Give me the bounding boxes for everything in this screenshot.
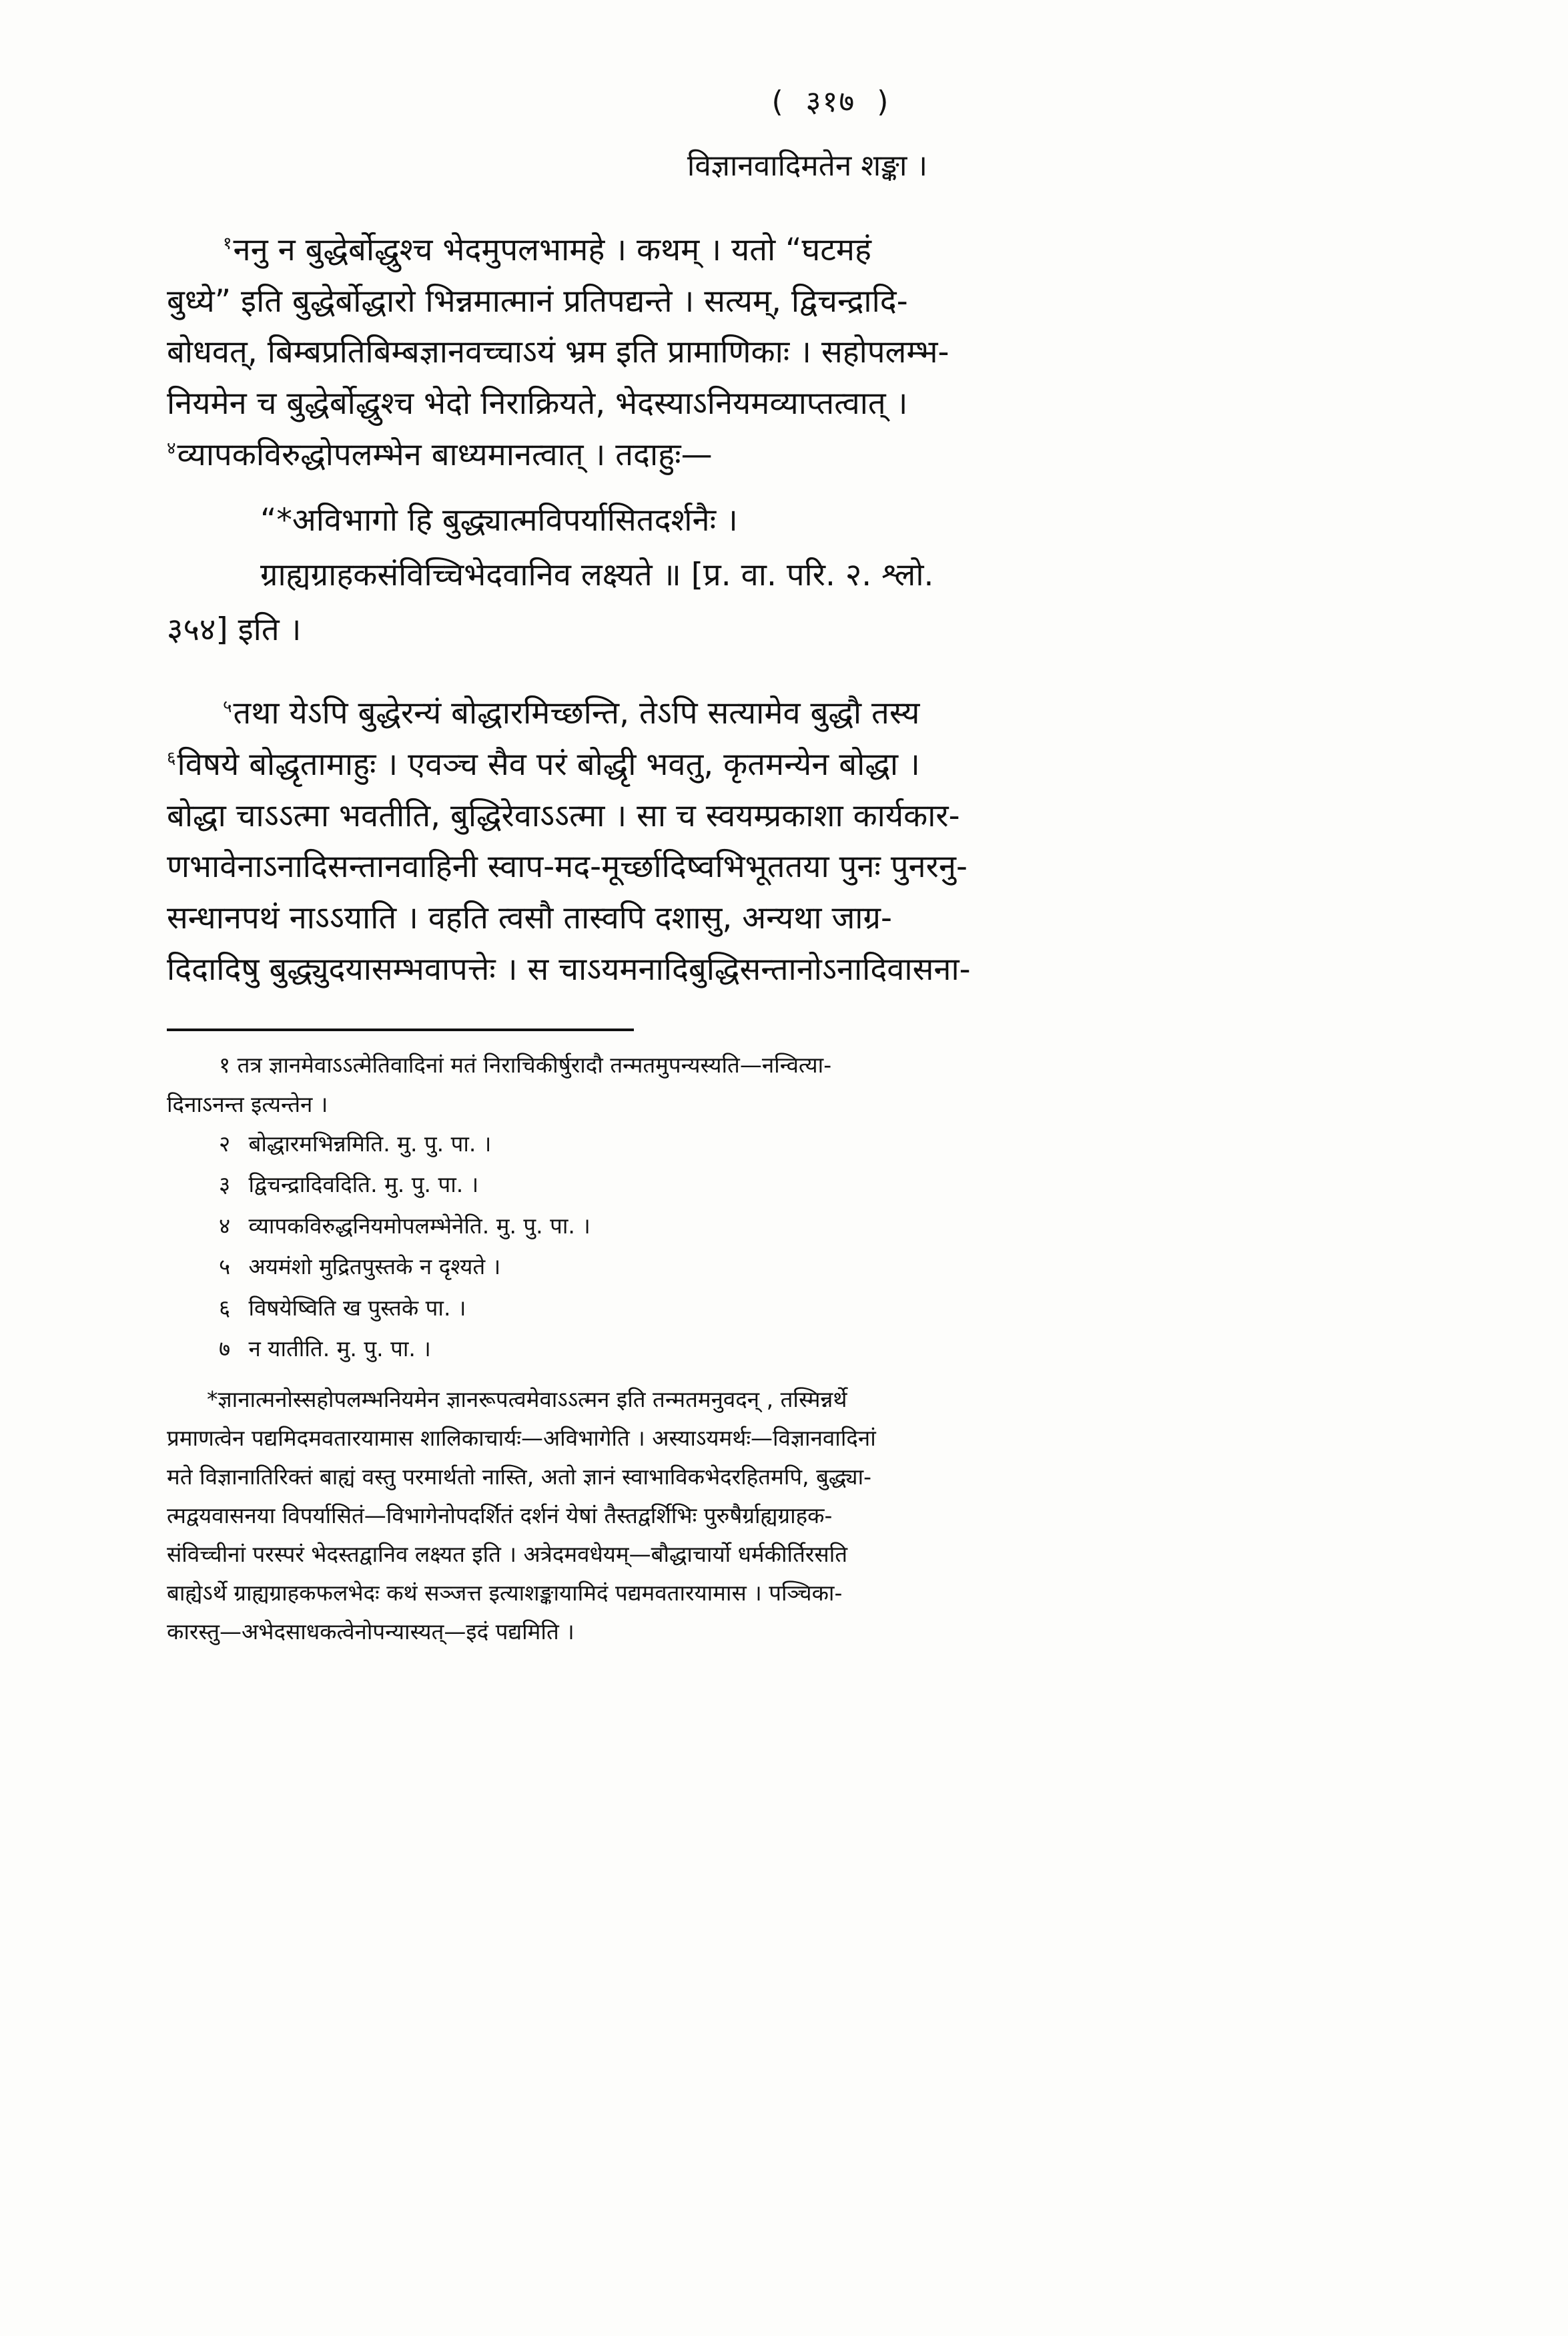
verse-line-tail: ३५४] इति । (167, 611, 302, 648)
star-footnote-line: संविच्चीनां परस्परं भेदस्तद्वानिव लक्ष्यत इति । अत्रेदमवधेयम्—बौद्धाचार्यो धर्मकीर्तिरसति (167, 1541, 848, 1568)
footnote-text: द्विचन्द्रादिवदिति. मु. पु. पा. । (248, 1171, 479, 1197)
star-footnote-line: *ज्ञानात्मनोस्सहोपलम्भनियमेन ज्ञानरूपत्वमेवाऽऽत्मन इति तन्मतमनुवदन् , तस्मिन्नर्थे (207, 1386, 847, 1412)
paragraph-line: दिदादिषु बुद्ध्युदयासम्भवापत्तेः । स चाऽयमनादिबुद्धिसन्तानोऽनादिवासना- (167, 950, 971, 988)
verse-line: “*अविभागो हि बुद्ध्यात्मविपर्यासितदर्शनैः । (260, 501, 738, 539)
star-footnote-line: त्मद्वयवासनया विपर्यासितं—विभागेनोपदर्शितं दर्शनं येषां तैस्तद्वर्शिभिः पुरुषैर्ग्राह्यग्राहक- (167, 1502, 833, 1528)
footnote-marker-5: ५ (223, 697, 232, 717)
footnote-item-continuation: दिनाऽनन्त इत्यन्तेन । (167, 1091, 328, 1117)
page-content (167, 80, 1415, 1655)
star-footnote-line: मते विज्ञानातिरिक्तं बाह्यं वस्तु परमार्थतो नास्ति, अतो ज्ञानं स्वाभाविकभेदरहितमपि, बुद्ध्या- (167, 1463, 872, 1490)
paragraph-line: बोद्धा चाऽऽत्मा भवतीति, बुद्धिरेवाऽऽत्मा । सा च स्वयम्प्रकाशा कार्यकार- (167, 797, 960, 834)
paragraph-line: बोधवत्, बिम्बप्रतिबिम्बज्ञानवच्चाऽयं भ्रम इति प्रामाणिकाः । सहोपलम्भ- (167, 334, 949, 371)
page-title: विज्ञानवादिमतेन शङ्का । (687, 149, 928, 183)
footnote-text: व्यापकविरुद्धनियमोपलम्भेनेति. मु. पु. पा. । (248, 1212, 591, 1239)
star-footnote-line: बाह्येऽर्थे ग्राह्यग्राहकफलभेदः कथं सञ्जत्त इत्याशङ्कायामिदं पद्यमवतारयामास । पञ्चिका- (167, 1580, 843, 1607)
footnote-item (167, 1168, 1415, 1201)
footnote-text: अयमंशो मुद्रितपुस्तके न दृश्यते । (248, 1253, 501, 1279)
paragraph-line: $^१$ननु न बुद्धेर्बोद्धुश्च भेदमुपलभामहे । कथम् । यतो “घटमहं (223, 232, 871, 268)
footnote-number: ४ (219, 1212, 231, 1239)
body-text (167, 228, 1415, 992)
footnote-item (167, 1332, 1415, 1366)
footnote-item (167, 1127, 1415, 1161)
paragraph-line: नियमेन च बुद्धेर्बोद्धुश्च भेदो निराक्रियते, भेदस्याऽनियमव्याप्तत्वात् । (167, 385, 908, 422)
footnote-item (167, 1250, 1415, 1283)
page-number: ( ३१७ ) (771, 85, 890, 119)
footnote-number: ५ (219, 1253, 231, 1279)
footnote-text: न यातीति. मु. पु. पा. । (248, 1336, 431, 1362)
paragraph-line: सन्धानपथं नाऽऽयाति । वहति त्वसौ तास्वपि दशासु, अन्यथा जाग्र- (167, 900, 892, 937)
footnote-text: विषयेष्विति ख पुस्तके पा. । (248, 1294, 466, 1321)
footnote-number: २ (219, 1130, 231, 1157)
footnote-item: १ तत्र ज्ञानमेवाऽऽत्मेतिवादिनां मतं निराचिकीर्षुरादौ तन्मतमुपन्यस्यति—नन्वित्या- (219, 1051, 832, 1078)
footnote-divider (167, 1029, 634, 1031)
paragraph-line: $^५$तथा येऽपि बुद्धेरन्यं बोद्धारमिच्छन्ति, तेऽपि सत्यामेव बुद्धौ तस्य (223, 695, 920, 732)
verse-quote (167, 498, 1415, 653)
footnote-number: ३ (219, 1171, 231, 1197)
footnote-text: बोद्धारमभिन्नमिति. मु. पु. पा. । (248, 1130, 492, 1157)
star-footnote-line: प्रमाणत्वेन पद्यमिदमवतारयामास शालिकाचार्यः—अविभागेति । अस्याऽयमर्थः—विज्ञानवादिनां (167, 1424, 876, 1451)
footnote-marker-6: ६ (167, 748, 176, 769)
star-footnote-line: कारस्तु—अभेदसाधकत्वेनोपन्यास्यत्—इदं पद्यमिति । (167, 1619, 574, 1645)
paragraph-line: णभावेनाऽनादिसन्तानवाहिनी स्वाप-मद-मूर्च्छादिष्वभिभूततया पुनः पुनरनु- (167, 848, 967, 886)
paragraph-line: बुध्ये” इति बुद्धेर्बोद्धारो भिन्नमात्मानं प्रतिपद्यन्ते । सत्यम्, द्विचन्द्रादि- (167, 282, 908, 320)
footnote-number: ६ (219, 1294, 231, 1321)
footnote-marker-1: १ (223, 234, 232, 254)
paragraph-line: $^४$व्यापकविरुद्धोपलम्भेन बाध्यमानत्वात् । तदाहुः— (167, 436, 713, 473)
footnote-item (167, 1209, 1415, 1243)
footnote-item (167, 1291, 1415, 1325)
paragraph-spacer (167, 662, 1415, 691)
footnote-marker-4: ४ (167, 439, 176, 459)
paragraph-line: $^६$विषये बोद्धृतामाहुः । एवञ्च सैव परं बोद्धृी भवतु, कृतमन्येन बोद्धा । (167, 746, 920, 783)
star-footnote (167, 1383, 1415, 1649)
footnote-block (167, 1049, 1415, 1649)
verse-line: ग्राह्यग्राहकसंविच्चिभेदवानिव लक्ष्यते ॥ [प्र. वा. परि. २. श्लो. (260, 556, 934, 593)
footnote-number: ७ (219, 1336, 231, 1362)
